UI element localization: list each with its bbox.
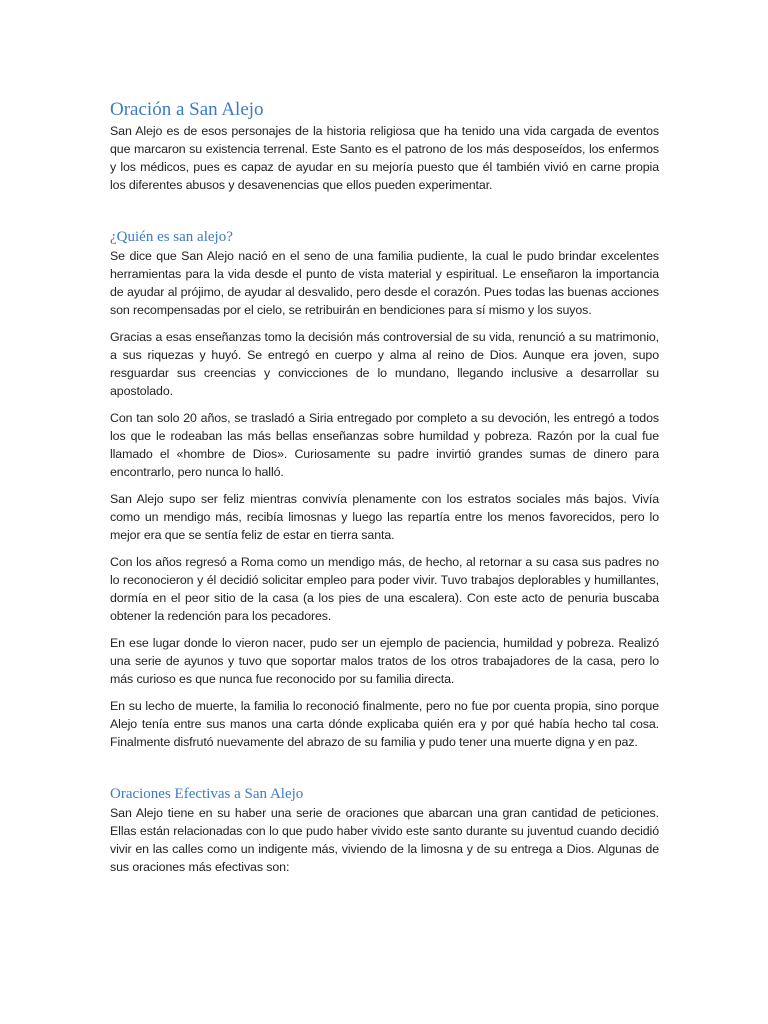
section-1-paragraph-5: Con los años regresó a Roma como un mendigo más, de hecho, al retornar a su casa sus padres no lo reconocieron y él decidió solicitar empleo para poder vivir. Tuvo trabajos deplorables y humillantes, dormía en el peor sitio de la casa (a los pies de una escalera). Con este acto de penuria buscaba obtener la redención para los pecadores. xyxy=(110,555,659,623)
intro-paragraph: San Alejo es de esos personajes de la historia religiosa que ha tenido una vida cargada de eventos que marcaron su existencia terrenal. Este Santo es el patrono de los más desposeídos, los enfermos y los médicos, pues es capaz de ayudar en su mejoría puesto que él también vivió en carne propia los diferentes abusos y desavenencias que ellos pueden experimentar. xyxy=(110,124,659,192)
document-title: Oración a San Alejo xyxy=(110,99,264,120)
section-1-paragraph-1: Se dice que San Alejo nació en el seno de una familia pudiente, la cual le pudo brindar excelentes herramientas para la vida desde el punto de vista material y espiritual. Le enseñaron la importancia de ayudar al prójimo, de ayudar al desvalido, pero desde el corazón. Pues todas las buenas acciones son recompensadas por el cielo, se retribuirán en bendiciones para sí mismo y los suyos. xyxy=(110,249,659,317)
section-heading-quien-es: ¿Quién es san alejo? xyxy=(110,229,233,245)
section-1-paragraph-3: Con tan solo 20 años, se trasladó a Siria entregado por completo a su devoción, les entregó a todos los que le rodeaban las más bellas enseñanzas sobre humildad y pobreza. Razón por la cual fue llamado el «hombre de Dios». Curiosamente su padre invirtió grandes sumas de dinero para encontrarlo, pero nunca lo halló. xyxy=(110,411,659,479)
section-1-paragraph-2: Gracias a esas enseñanzas tomo la decisión más controversial de su vida, renunció a su matrimonio, a sus riquezas y huyó. Se entregó en cuerpo y alma al reino de Dios. Aunque era joven, supo resguardar sus creencias y convicciones de lo mundano, llegando inclusive a desarrollar su apostolado. xyxy=(110,330,659,398)
section-2-paragraph-1: San Alejo tiene en su haber una serie de oraciones que abarcan una gran cantidad de peticiones. Ellas están relacionadas con lo que pudo haber vivido este santo durante su juventud cuando decidió vivir en las calles como un indigente más, viviendo de la limosna y de su entrega a Dios. Algunas de sus oraciones más efectivas son: xyxy=(110,806,659,874)
section-1-paragraph-7: En su lecho de muerte, la familia lo reconoció finalmente, pero no fue por cuenta propia, sino porque Alejo tenía entre sus manos una carta dónde explicaba quién era y por qué había hecho tal cosa. Finalmente disfrutó nuevamente del abrazo de su familia y pudo tener una muerte digna y en paz. xyxy=(110,699,659,749)
section-heading-oraciones: Oraciones Efectivas a San Alejo xyxy=(110,786,304,802)
section-1-paragraph-6: En ese lugar donde lo vieron nacer, pudo ser un ejemplo de paciencia, humildad y pobreza. Realizó una serie de ayunos y tuvo que soportar malos tratos de los otros trabajadores de la casa, pero lo más curioso es que nunca fue reconocido por su familia directa. xyxy=(110,636,659,686)
section-1-paragraph-4: San Alejo supo ser feliz mientras convivía plenamente con los estratos sociales más bajos. Vivía como un mendigo más, recibía limosnas y luego las repartía entre los menos favorecidos, pero lo mejor era que se sentía feliz de estar en tierra santa. xyxy=(110,492,659,542)
